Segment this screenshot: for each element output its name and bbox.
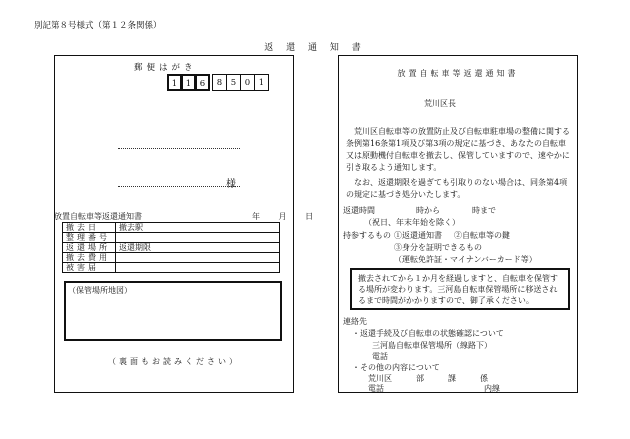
postcard-label: 郵便はがき — [134, 63, 197, 73]
notice-title: 放置自転車等返還通知書 — [397, 69, 519, 78]
zip-digit: 1 — [167, 74, 182, 91]
date-labels: 年 月 日 — [252, 212, 316, 221]
notice-info-table — [62, 222, 280, 273]
zip-digit: 8 — [212, 74, 227, 91]
form-reference: 別記第８号様式（第１２条関係） — [34, 21, 162, 31]
zip-code-boxes — [167, 74, 268, 91]
contact-2-ext: 内線 — [484, 384, 500, 393]
zip-digit: 1 — [254, 74, 269, 91]
contact-1-tel: 電話 — [372, 352, 388, 361]
bring-item-1: ①返還通知書 — [394, 231, 442, 240]
table-row: 被害届 — [63, 263, 280, 273]
contact-2: ・その他の内容について — [352, 363, 440, 372]
zip-digit: 5 — [226, 74, 241, 91]
notice-paragraph-2: なお、返還期限を過ぎても引取りのない場合は、同条第4項の規定に基づき処分いたします。 — [346, 178, 568, 199]
name-line — [118, 186, 240, 187]
notice-paragraph-1: 荒川区自転車等の放置防止及び自転車駐車場の整備に関する条例第16条第1項及び第3項の規定に基づき、あなたの自転車又は原動機付自転車を撤去し、保管していますので、速やかに引き取るよう通知します。 — [346, 127, 570, 172]
address-line — [118, 148, 240, 149]
zip-digit: 6 — [195, 74, 210, 91]
zip-digit: 0 — [240, 74, 255, 91]
hours-to: 時まで — [472, 206, 496, 215]
zip-digit: 1 — [181, 74, 196, 91]
bring-label: 持参するもの — [343, 231, 391, 240]
back-note: （裏面もお読みください） — [108, 357, 240, 366]
contact-label: 連絡先 — [343, 317, 367, 326]
table-row: 撤去費用 — [63, 253, 280, 263]
bring-item-2: ②自転車等の鍵 — [454, 231, 510, 240]
table-row: 撤去日 撤去駅 — [63, 223, 280, 233]
addressee-suffix: 様 — [226, 179, 236, 190]
map-label: （保管場所地図） — [68, 286, 132, 295]
contact-2-tel: 電話 — [368, 384, 384, 393]
contact-1: ・返還手続及び自転車の状態確認について — [352, 329, 504, 338]
bring-item-3-note: （運転免許証・マイナンバーカード等） — [394, 255, 537, 264]
hours-note: （祝日、年末年始を除く） — [364, 218, 460, 227]
hours-label: 返還時間 — [343, 206, 375, 215]
contact-2-dept: 荒川区 部 課 係 — [368, 374, 488, 383]
table-row: 整理番号 — [63, 233, 280, 243]
contact-1-place: 三河島自転車保管場所（線路下） — [372, 341, 492, 350]
warning-box: 撤去されてから１か月を経過しますと、自転車を保管する場所が変わります。三河島自転車保管場所に移送されるまで時間がかかりますので、御了承ください。 — [350, 268, 570, 310]
page-title: 返 還 通 知 書 — [264, 43, 366, 53]
notice-title-small: 放置自転車等返還通知書 — [54, 212, 142, 221]
hours-from: 時から — [416, 206, 440, 215]
table-row: 返還場所 返還期限 — [63, 243, 280, 253]
bring-item-3: ③身分を証明できるもの — [394, 243, 482, 252]
notice-sender: 荒川区長 — [424, 99, 456, 108]
